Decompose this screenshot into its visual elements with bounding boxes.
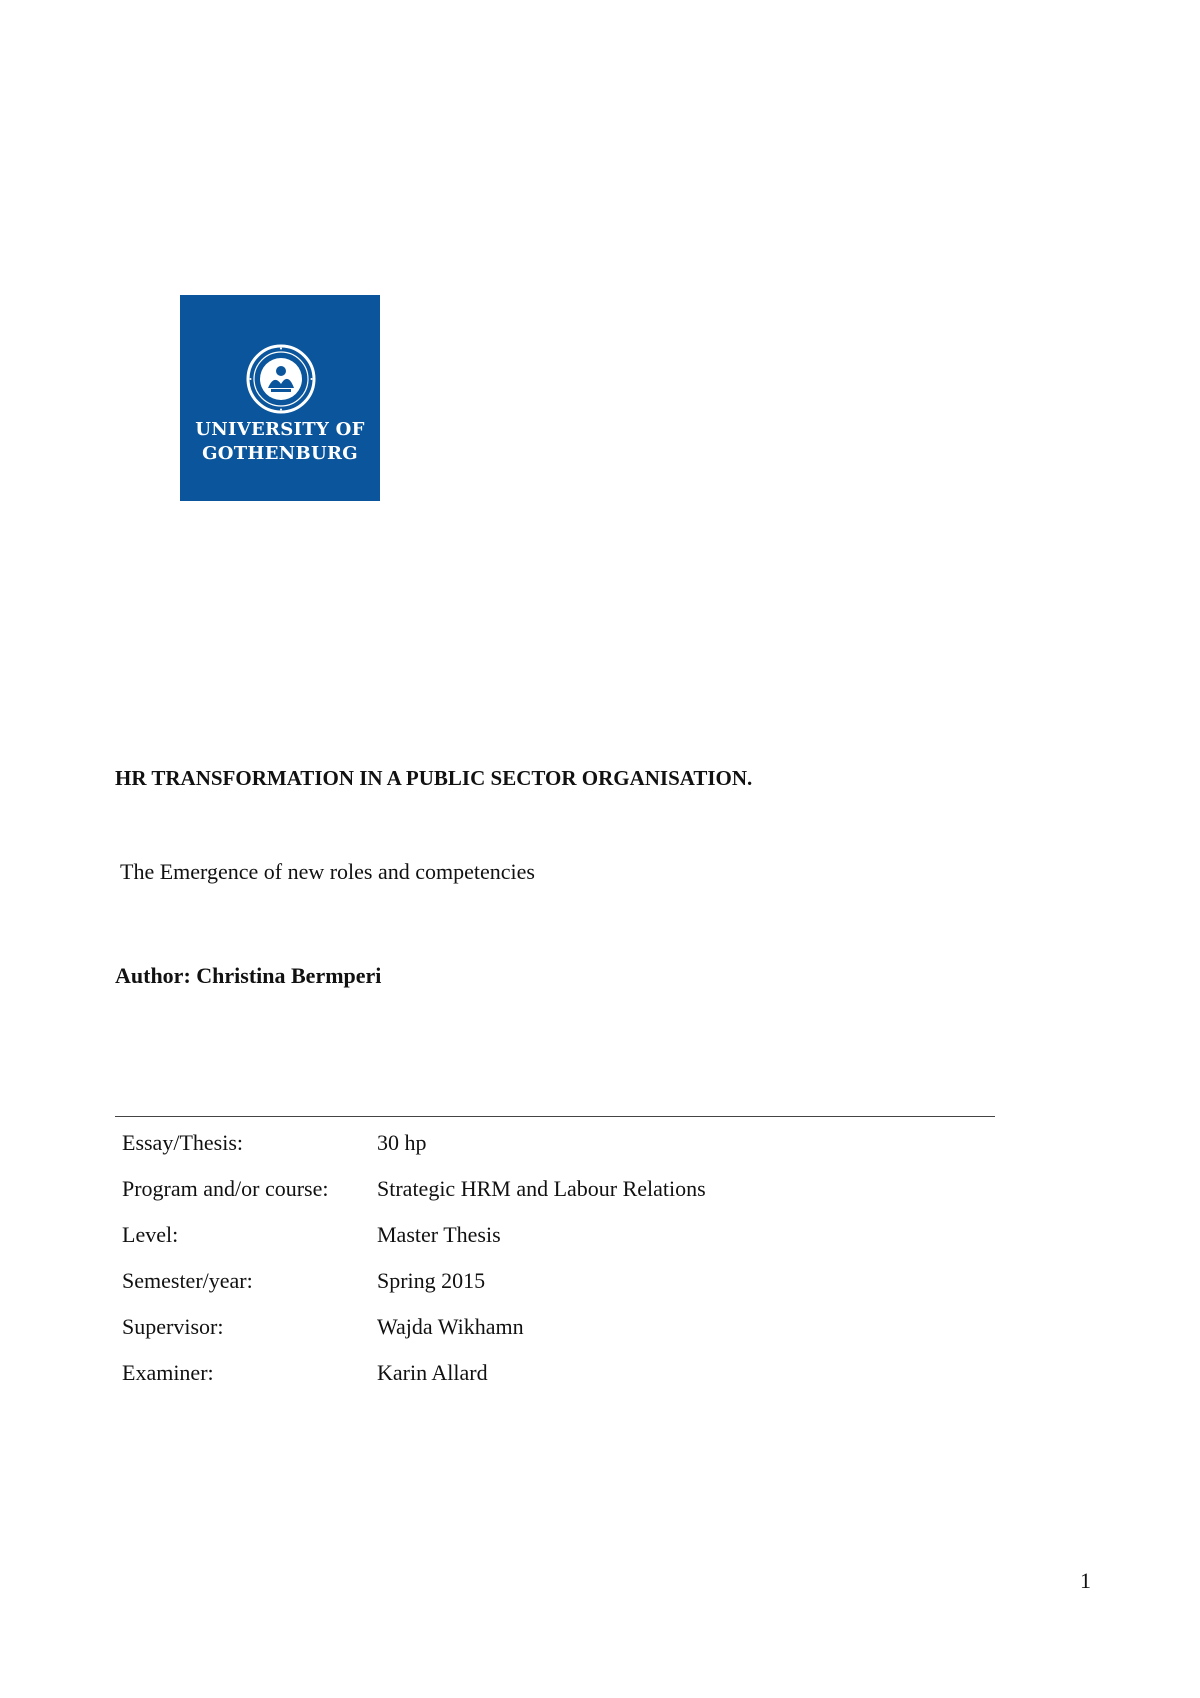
detail-value: Strategic HRM and Labour Relations — [377, 1176, 706, 1201]
detail-value: 30 hp — [377, 1130, 427, 1155]
logo-text-line-2: GOTHENBURG — [202, 443, 358, 464]
university-seal-icon — [246, 344, 316, 414]
detail-value: Spring 2015 — [377, 1268, 486, 1293]
author-line: Author: Christina Bermperi — [115, 963, 382, 988]
page-number: 1 — [1080, 1568, 1091, 1593]
thesis-details-table — [122, 1122, 982, 1398]
detail-label: Essay/Thesis: — [122, 1130, 243, 1155]
detail-value: Karin Allard — [377, 1360, 488, 1385]
detail-label: Examiner: — [122, 1360, 214, 1385]
detail-row-semester — [122, 1260, 982, 1306]
detail-row-level — [122, 1214, 982, 1260]
detail-row-supervisor — [122, 1306, 982, 1352]
document-title: HR TRANSFORMATION IN A PUBLIC SECTOR ORGANISATION. — [115, 766, 753, 790]
logo-text-line-1: UNIVERSITY OF — [195, 419, 365, 440]
detail-label: Level: — [122, 1222, 179, 1247]
detail-label: Program and/or course: — [122, 1176, 329, 1201]
document-subtitle: The Emergence of new roles and competencies — [120, 859, 535, 884]
detail-row-program — [122, 1168, 982, 1214]
detail-row-examiner — [122, 1352, 982, 1398]
detail-label: Semester/year: — [122, 1268, 253, 1293]
university-logo — [180, 295, 380, 501]
detail-value: Master Thesis — [377, 1222, 501, 1247]
divider-line — [115, 1116, 995, 1117]
detail-label: Supervisor: — [122, 1314, 224, 1339]
detail-row-essay — [122, 1122, 982, 1168]
detail-value: Wajda Wikhamn — [377, 1314, 524, 1339]
